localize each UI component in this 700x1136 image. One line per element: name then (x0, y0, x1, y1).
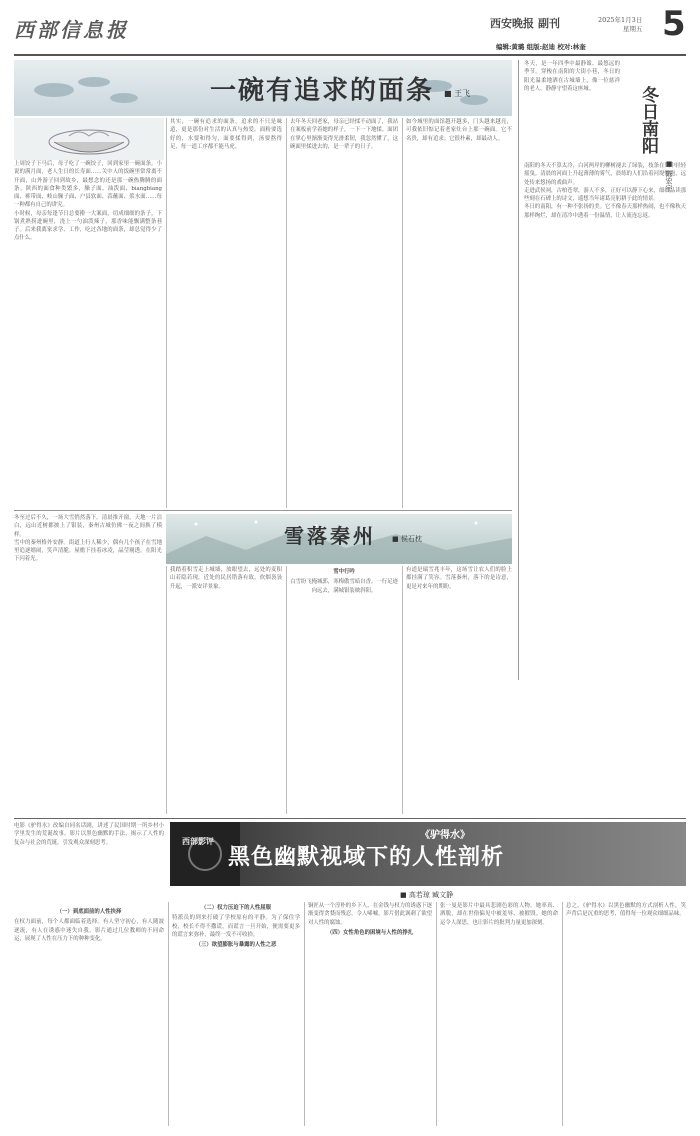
article4-author: ■ 高若琼 臧文静 (400, 891, 454, 899)
article3-column-2 (170, 566, 282, 814)
article4-intro (14, 822, 164, 902)
article3-paragraph-d: 有道是瑞雪兆丰年，这场雪让农人们的脸上都挂满了笑容。雪落秦州，落下的是诗意，更是对来年的期盼。 (406, 567, 512, 590)
article1-column-4 (406, 118, 512, 508)
poem-title: 雪中行吟 (333, 569, 355, 575)
article4-paragraph-e: 总之，《驴得水》以黑色幽默的方式剖析人性，笑声背后是沉重的思考，值得每一位观众细细品味。 (566, 903, 686, 918)
section-heading-2: （二）权力压迫下的人性屈服 (200, 905, 272, 911)
article3-column-1 (14, 514, 162, 814)
article4-paragraph-b: 特派员的到来打破了学校原有的平静。为了保住学校，校长不得不撒谎，而谎言一旦开始，便需要更多的谎言来弥补，最终一发不可收拾。 (172, 915, 300, 938)
article4-intro-text: 电影《驴得水》改编自同名话剧，讲述了民国时期一所乡村小学里发生的荒诞故事。影片以黑色幽默的手法，揭示了人性的复杂与社会的荒诞，引发观众深刻思考。 (14, 823, 164, 846)
article4-paragraph-d: 张一曼是影片中最具悲剧色彩的人物。她率真、洒脱，却在世俗偏见中被羞辱、被摧毁。她的命运令人深思，也让影片的批判力量更加深刻。 (440, 903, 558, 926)
article3-column-3 (290, 566, 398, 814)
article4-column-5 (566, 902, 686, 1126)
article4-title: 黑色幽默视域下的人性剖析 (228, 844, 505, 870)
article1-title: 一碗有追求的面条 (210, 76, 435, 106)
article2-paragraph-c: 走进武侯祠，古柏苍翠，游人不多，正好可以静下心来，细细品读那些刻在石碑上的诗文，遥想当年诸葛亮躬耕于此的情景。 (524, 187, 686, 202)
article1-paragraph-a: 上周饺子下马后，母子吃了一碗饺子，回到家里一碗面条。小说的满月面，老人生日的长寿面……关中人的饭碗里常常离不开面，山外游子回到故乡，最想念的还是那一碗热腾腾的面条。陕西的面食种类繁多，臊子面、油泼面、biangbiang面、裤带面、岐山臊子面、户县软面、蒜蘸面、浆水面……每一种都有自己的讲究。 (14, 161, 162, 209)
article1-column-1 (14, 160, 162, 508)
article3-paragraph-b: 雪中的秦州格外安静。街道上行人稀少，偶有几个孩子在雪地里追逐嬉闹，笑声清脆。屋檐下挂着冰凌，晶莹剔透，在阳光下闪着光。 (14, 539, 162, 563)
section-heading-1: （一）到底面前的人性抉择 (56, 909, 122, 915)
article2-paragraph-b: 南阳的冬天不算太冷，白河两岸的柳树褪去了绿装，枝条在风中轻轻摇曳。清晨的河面上升起薄薄的雾气，晨练的人们沿着河堤慢跑，远处传来悠扬的戏曲声。 (524, 163, 686, 186)
article3-paragraph-c: 我踏着积雪走上城墙，放眼望去，远处的麦积山若隐若现，近处的民居错落有致，炊烟袅袅升起，一派安详景象。 (170, 567, 282, 590)
article2-column-main (524, 162, 686, 682)
article2-paragraph-d: 冬日的南阳，有一种不张扬的美。它不像春天那样热闹，也不像秋天那样绚烂，却在清冷中透着一份温情，让人流连忘返。 (524, 204, 686, 219)
article3-paragraph-a: 冬至过后不久，一场大雪悄然落下。清晨推开窗，天地一片洁白，远山近树都披上了银装，秦州古城仿佛一夜之间换了模样。 (14, 515, 162, 538)
article4-column-4 (440, 902, 558, 1126)
article2-column-top (524, 60, 620, 160)
article3-title: 雪落秦州 (284, 524, 376, 548)
article2-paragraph-a: 冬天，是一年四季中最静谧、最悠远的季节。穿梭在南阳的大街小巷，冬日的阳光温柔地洒在古城墙上，像一位慈祥的老人，静静守望着这座城。 (524, 61, 620, 92)
article2-title: 冬日南阳 (638, 86, 658, 154)
editors-line: 编辑:黄璐 组版:赵迪 校对:林奎 (496, 43, 586, 51)
header-rule (14, 54, 686, 56)
article3-author: ■ 侯石枕 (392, 535, 422, 543)
paper-logo (490, 15, 560, 31)
article1-column-2 (170, 118, 282, 508)
article4-column-3 (308, 902, 432, 1126)
article1-column-3 (290, 118, 398, 508)
article4-column-2 (172, 902, 300, 1126)
article4-kicker: 《驴得水》 (420, 830, 470, 841)
poem-text: 白雪纷飞掩城郭，寒梅傲雪暗自香。一行足迹向远去，满城银装映斜阳。 (290, 579, 398, 594)
article4-column-1 (14, 906, 164, 1126)
page-number: 5 (662, 4, 686, 44)
section-heading-4: （四）女性角色的困境与人性的挣扎 (326, 929, 414, 936)
section-name: 副刊 (538, 17, 560, 30)
masthead-column-name: 西部信息报 (14, 18, 129, 42)
date-block (598, 16, 642, 34)
issue-weekday: 星期五 (622, 25, 643, 33)
article4-series: 西部影评 (182, 836, 214, 846)
paper-name: 西安晚报 (490, 17, 534, 30)
article1-paragraph-c: 其实，一碗有追求的面条，追求的不只是味道，更是那份对生活的认真与热爱。面粉要选好的，水要和得匀，面要揉得到，汤要熬得足，每一道工序都不能马虎。 (170, 119, 282, 150)
article3-column-4 (406, 566, 512, 814)
article1-author: ■ 王飞 (444, 89, 471, 98)
article1-paragraph-b: 小时候，母亲每逢节日总要擀一大案面，切成细细的条子，下锅煮熟捞进碗里，浇上一勺油泼辣子，那香味能飘满整条巷子。后来我离家求学、工作，吃过各地的面条，却总觉得少了点什么。 (14, 210, 162, 242)
article4-paragraph-a: 在权力面前，每个人都面临着选择。有人坚守初心，有人随波逐流，有人在诱惑中迷失自我。影片通过几位教师的不同命运，展现了人性在压力下的种种变化。 (14, 919, 164, 942)
noodle-illustration (14, 118, 164, 160)
article2-author: ■ 陈宏宇 (665, 160, 673, 192)
article1-paragraph-e: 如今城里的面馆越开越多，门头越来越亮，可我依旧惦记着老家灶台上那一碗面。它不名贵，却有追求；它很朴素，却最动人。 (406, 119, 512, 142)
issue-date: 2025年1月3日 (598, 16, 643, 24)
section-heading-3: （三）欲望膨胀与暴露的人性之恶 (195, 942, 277, 948)
article1-paragraph-d: 去年冬天回老家，母亲已经揉不动面了，我站在案板前学着她的样子，一下一下地揉。面团在掌心里渐渐变得光滑柔韧，我忽然懂了，这碗面里揉进去的，是一辈子的日子。 (290, 119, 398, 150)
article4-paragraph-c: 铜匠从一个淳朴的乡下人，在金钱与权力的诱惑下逐渐变得贪婪而残忍，令人唏嘘。影片借此讽刺了欲望对人性的腐蚀。 (308, 903, 432, 926)
